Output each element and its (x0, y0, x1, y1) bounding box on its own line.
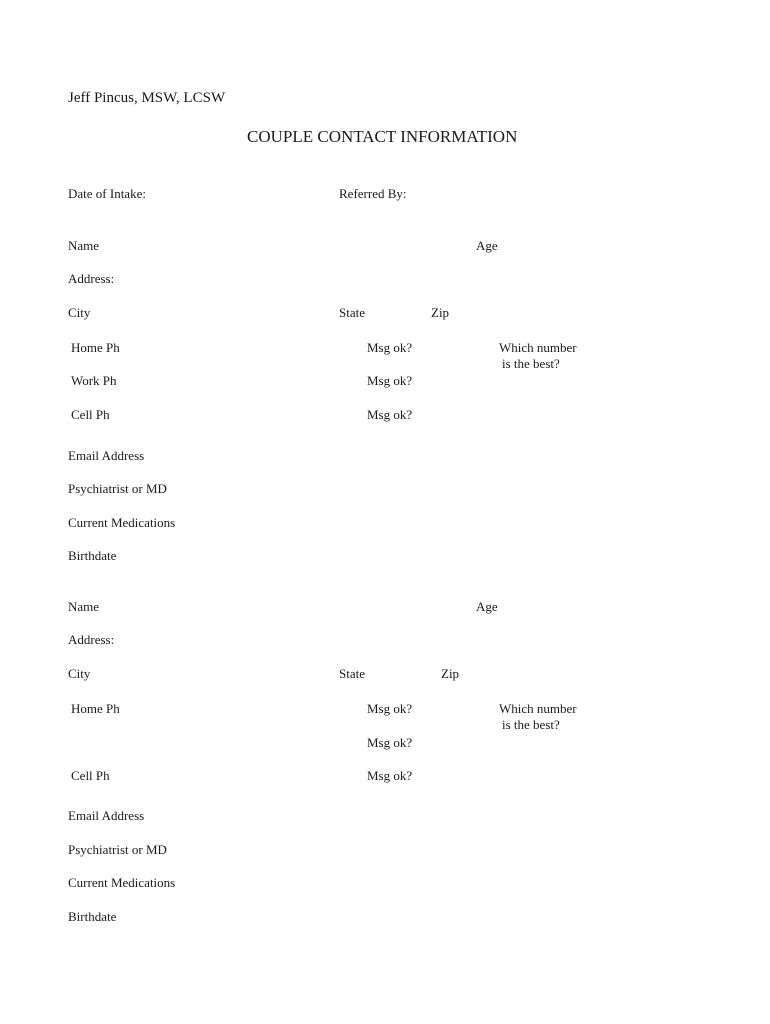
p2-home-ph-field[interactable] (125, 700, 342, 714)
p1-age-field[interactable] (501, 237, 591, 251)
p2-home-msg-field[interactable] (417, 700, 464, 714)
p2-name-label: Name (68, 599, 100, 614)
p2-age-field[interactable] (501, 598, 591, 612)
p1-work-msg-field[interactable] (417, 372, 464, 386)
p2-zip-label: Zip (441, 666, 460, 681)
p1-age-label: Age (476, 238, 498, 253)
practitioner-name: Jeff Pincus, MSW, LCSW (68, 90, 226, 106)
p2-second-msg-field[interactable] (417, 734, 464, 748)
p1-city-label: City (68, 305, 91, 320)
p2-email-field[interactable] (159, 807, 611, 821)
p2-address-field[interactable] (119, 631, 611, 645)
p1-name-field[interactable] (106, 237, 430, 251)
p1-zip-field[interactable] (453, 304, 611, 318)
p1-zip-label: Zip (431, 305, 450, 320)
p1-address-field[interactable] (119, 270, 611, 284)
p1-work-ph-field[interactable] (122, 372, 358, 386)
referred-by-field[interactable] (421, 186, 611, 200)
p2-address-label: Address: (68, 632, 115, 647)
p2-medications-label: Current Medications (68, 875, 176, 890)
p1-medications-label: Current Medications (68, 515, 176, 530)
p2-cell-msg-field[interactable] (417, 767, 464, 781)
p1-email-label: Email Address (68, 448, 145, 463)
p2-birthdate-field[interactable] (127, 908, 294, 922)
p1-work-msg-label: Msg ok? (367, 373, 413, 388)
p1-best-number-field[interactable] (566, 355, 593, 369)
p2-city-label: City (68, 666, 91, 681)
p2-cell-ph-field[interactable] (116, 767, 315, 781)
p1-cell-ph-field[interactable] (116, 406, 357, 420)
referred-by-label: Referred By: (339, 186, 407, 201)
p1-state-field[interactable] (369, 304, 430, 318)
p1-birthdate-label: Birthdate (68, 548, 117, 563)
p2-home-ph-label: Home Ph (71, 701, 120, 716)
page-title: COUPLE CONTACT INFORMATION (247, 127, 518, 146)
date-of-intake-label: Date of Intake: (68, 186, 146, 201)
p1-home-msg-field[interactable] (417, 339, 464, 353)
p2-which-number-label-2: is the best? (502, 717, 560, 732)
p1-psychiatrist-field[interactable] (176, 480, 611, 494)
p1-address-label: Address: (68, 271, 115, 286)
p1-home-ph-field[interactable] (125, 339, 359, 353)
p2-home-msg-label: Msg ok? (367, 701, 413, 716)
p1-birthdate-field[interactable] (127, 547, 294, 561)
p1-city-field[interactable] (94, 304, 338, 318)
p1-home-ph-label: Home Ph (71, 340, 120, 355)
p2-second-msg-label: Msg ok? (367, 735, 413, 750)
date-of-intake-field[interactable] (165, 186, 294, 200)
p2-city-field[interactable] (94, 665, 338, 679)
p1-name-label: Name (68, 238, 100, 253)
p1-medications-field[interactable] (191, 514, 611, 528)
p2-which-number-label-1: Which number (499, 701, 577, 716)
p2-zip-field[interactable] (463, 665, 595, 679)
p1-state-label: State (339, 305, 365, 320)
p1-psychiatrist-label: Psychiatrist or MD (68, 481, 167, 496)
p2-name-field[interactable] (106, 598, 433, 612)
p2-state-field[interactable] (369, 665, 440, 679)
p1-cell-msg-label: Msg ok? (367, 407, 413, 422)
p1-cell-ph-label: Cell Ph (71, 407, 110, 422)
p2-birthdate-label: Birthdate (68, 909, 117, 924)
p2-cell-ph-label: Cell Ph (71, 768, 110, 783)
p2-state-label: State (339, 666, 365, 681)
p1-home-msg-label: Msg ok? (367, 340, 413, 355)
p2-psychiatrist-label: Psychiatrist or MD (68, 842, 167, 857)
p1-which-number-label-2: is the best? (502, 356, 560, 371)
p1-which-number-label-1: Which number (499, 340, 577, 355)
p2-psychiatrist-field[interactable] (176, 841, 611, 855)
p2-age-label: Age (476, 599, 498, 614)
p1-work-ph-label: Work Ph (71, 373, 117, 388)
p1-email-field[interactable] (150, 447, 611, 461)
p2-medications-field[interactable] (191, 874, 611, 888)
p2-email-label: Email Address (68, 808, 145, 823)
p2-best-number-field[interactable] (566, 716, 593, 730)
p2-cell-msg-label: Msg ok? (367, 768, 413, 783)
p1-cell-msg-field[interactable] (417, 406, 464, 420)
